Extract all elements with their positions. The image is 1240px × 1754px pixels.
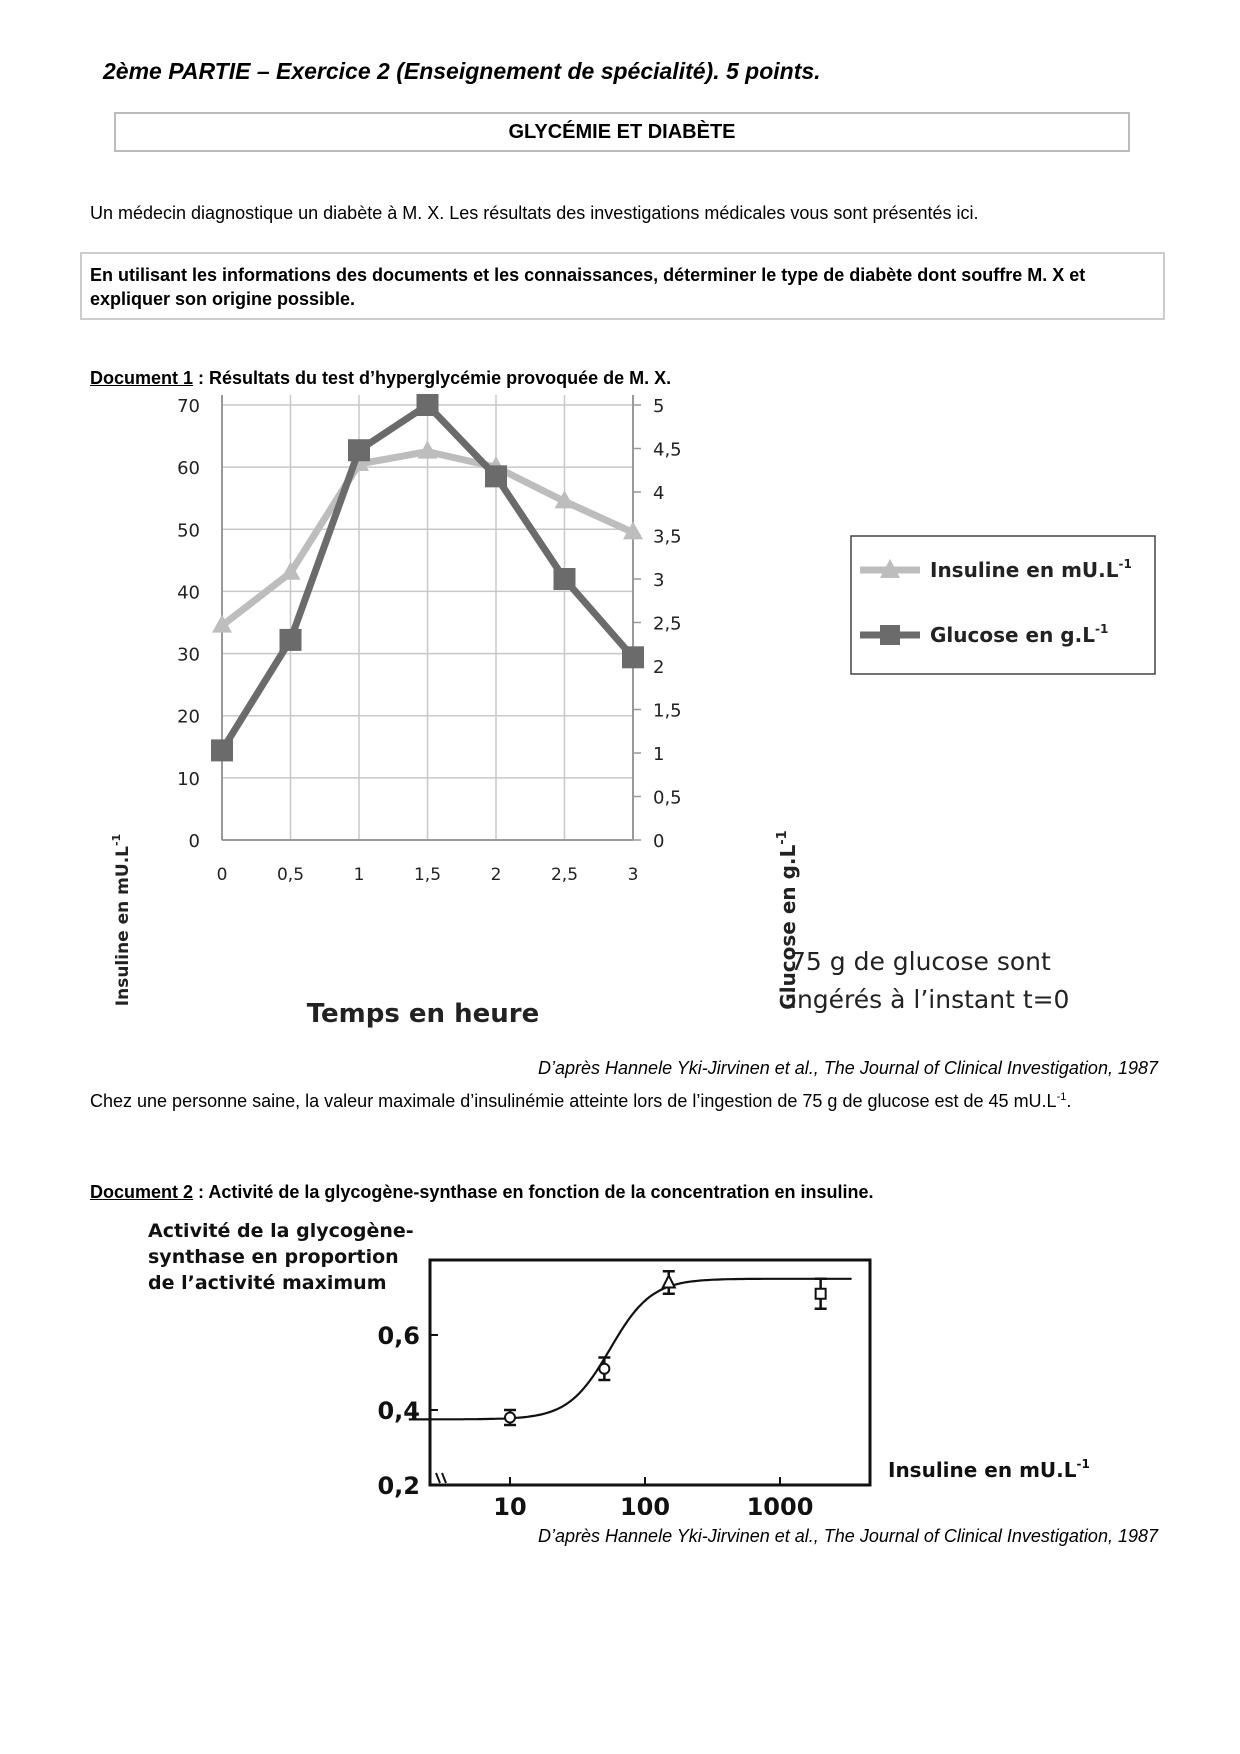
chart1-right-tick-label: 1 <box>653 744 665 765</box>
chart2-x-tick-label: 1000 <box>746 1493 814 1515</box>
glucose-point <box>348 439 370 461</box>
doc1-heading <box>90 368 671 389</box>
subject-title: GLYCÉMIE ET DIABÈTE <box>114 112 1130 152</box>
chart1-left-tick-label: 20 <box>177 706 200 728</box>
doc1-label: Document 1 <box>90 368 194 388</box>
chart2-point-triangle <box>663 1276 675 1288</box>
doc2-title: : Activité de la glycogène-synthase en fonction de la concentration en insuline. <box>193 1182 874 1202</box>
chart1-right-tick-label: 4 <box>653 483 665 504</box>
chart1-x-tick-label: 2,5 <box>550 865 579 885</box>
chart1-x-tick-label: 0,5 <box>276 865 305 885</box>
chart1-x-tick-label: 2 <box>490 865 502 885</box>
glucose-point <box>485 465 507 487</box>
chart2-x-tick-label: 10 <box>493 1493 527 1515</box>
note-end: . <box>1066 1091 1072 1111</box>
chart1-x-tick-label: 1 <box>353 865 365 885</box>
hyperglycemia-chart <box>80 390 1180 1040</box>
chart2-axis-break <box>436 1473 446 1483</box>
chart2-x-tick-label: 100 <box>619 1493 671 1515</box>
chart1-annotation-line2: ingérés à l’instant t=0 <box>790 985 1070 1014</box>
chart1-legend <box>851 536 1155 674</box>
chart2-fit-curve <box>409 1279 852 1420</box>
chart1-x-axis-label: Temps en heure <box>306 999 540 1029</box>
chart1-right-tick-label: 0 <box>653 831 665 852</box>
chart2-frame <box>430 1260 870 1485</box>
doc2-heading <box>90 1182 874 1203</box>
glucose-point <box>211 739 233 761</box>
chart1-left-tick-label: 60 <box>177 458 200 480</box>
legend-glucose-text: Glucose en g.L <box>930 623 1095 647</box>
chart1-right-axis-label-exp: -1 <box>775 830 790 845</box>
chart2-point-circle <box>505 1413 515 1423</box>
chart1-grid <box>220 395 635 842</box>
chart1-x-tick-label: 0 <box>216 865 228 885</box>
header-title: 2ème PARTIE – Exercice 2 (Enseignement de spécialité). 5 points. <box>103 58 821 84</box>
chart1-right-tick-label: 5 <box>653 396 665 417</box>
chart1-left-tick-label: 70 <box>177 396 200 417</box>
chart1-right-tick-label: 0,5 <box>653 787 682 809</box>
chart1-annotation-line1: 75 g de glucose sont <box>790 947 1051 976</box>
legend-glucose-exp: -1 <box>1094 622 1109 636</box>
chart2-point-square <box>816 1289 826 1299</box>
chart1-left-axis-label-text: Insuline en mU.L <box>113 846 133 1007</box>
chart2-point-circle <box>599 1364 609 1374</box>
chart2-y-tick-label: 0,2 <box>377 1472 420 1500</box>
chart1-left-tick-label: 40 <box>177 582 200 604</box>
glucose-point <box>554 568 576 590</box>
chart2-y-axis-label <box>148 1220 414 1294</box>
task-box: En utilisant les informations des documents et les connaissances, déterminer le type de diabète dont souffre M. X et expliquer son origine possible. <box>80 252 1165 320</box>
chart1-left-axis-label <box>110 834 133 1006</box>
legend-insuline-text: Insuline en mU.L <box>930 558 1119 582</box>
intro-text: Un médecin diagnostique un diabète à M. X. Les résultats des investigations médicales vous sont présentés ici. <box>90 203 979 223</box>
legend-square-marker <box>880 625 900 645</box>
note-text: Chez une personne saine, la valeur maximale d’insulinémie atteinte lors de l’ingestion de 75 g de glucose est de 45 mU.L <box>90 1091 1057 1111</box>
chart1-right-tick-label: 3 <box>653 570 665 591</box>
doc2-source: D’après Hannele Yki-Jirvinen et al., The Journal of Clinical Investigation, 1987 <box>538 1526 1158 1546</box>
glucose-point <box>622 646 644 668</box>
note-exp: -1 <box>1056 1091 1067 1103</box>
chart1-left-tick-label: 10 <box>177 768 200 790</box>
chart2-plot <box>409 1271 852 1483</box>
chart1-right-tick-label: 2 <box>653 657 665 678</box>
chart1-right-tick-label: 1,5 <box>653 700 682 722</box>
chart2-x-axis-label-exp: -1 <box>1076 1457 1090 1471</box>
doc1-title: : Résultats du test d’hyperglycémie provoquée de M. X. <box>193 368 672 388</box>
chart2-x-axis-label-text: Insuline en mU.L <box>888 1458 1077 1482</box>
chart1-x-tick-label: 3 <box>627 865 639 885</box>
chart1-left-tick-label: 30 <box>177 644 200 666</box>
healthy-reference-note <box>90 1085 1150 1113</box>
legend-insuline-exp: -1 <box>1118 557 1132 571</box>
chart2-y-label-line: synthase en proportion <box>148 1246 399 1268</box>
chart1-right-tick-label: 3,5 <box>653 526 682 548</box>
legend-insuline <box>930 557 1132 582</box>
chart1-right-tick-label: 4,5 <box>653 439 682 461</box>
doc1-source: D’après Hannele Yki-Jirvinen et al., The Journal of Clinical Investigation, 1987 <box>538 1058 1158 1078</box>
chart1-right-axis-label <box>775 830 800 1009</box>
glucose-point <box>280 629 302 651</box>
chart2-y-tick-label: 0,4 <box>377 1397 420 1425</box>
doc2-label: Document 2 <box>90 1182 194 1202</box>
glucose-point <box>417 394 439 416</box>
chart2-y-label-line: Activité de la glycogène- <box>148 1220 414 1242</box>
chart2-y-label-line: de l’activité maximum <box>148 1272 387 1294</box>
legend-glucose <box>930 622 1108 647</box>
chart1-left-axis-label-exp: -1 <box>110 833 123 847</box>
glycogen-synthase-chart <box>140 1215 1140 1515</box>
chart2-x-axis-label <box>888 1457 1090 1482</box>
chart1-right-tick-label: 2,5 <box>653 613 682 635</box>
chart1-right-axis-label-text: Glucose en g.L <box>776 844 800 1010</box>
chart2-y-tick-label: 0,6 <box>377 1322 420 1350</box>
chart1-x-tick-label: 1,5 <box>413 865 442 885</box>
chart1-left-tick-label: 0 <box>188 831 200 852</box>
chart1-left-tick-label: 50 <box>177 520 200 542</box>
